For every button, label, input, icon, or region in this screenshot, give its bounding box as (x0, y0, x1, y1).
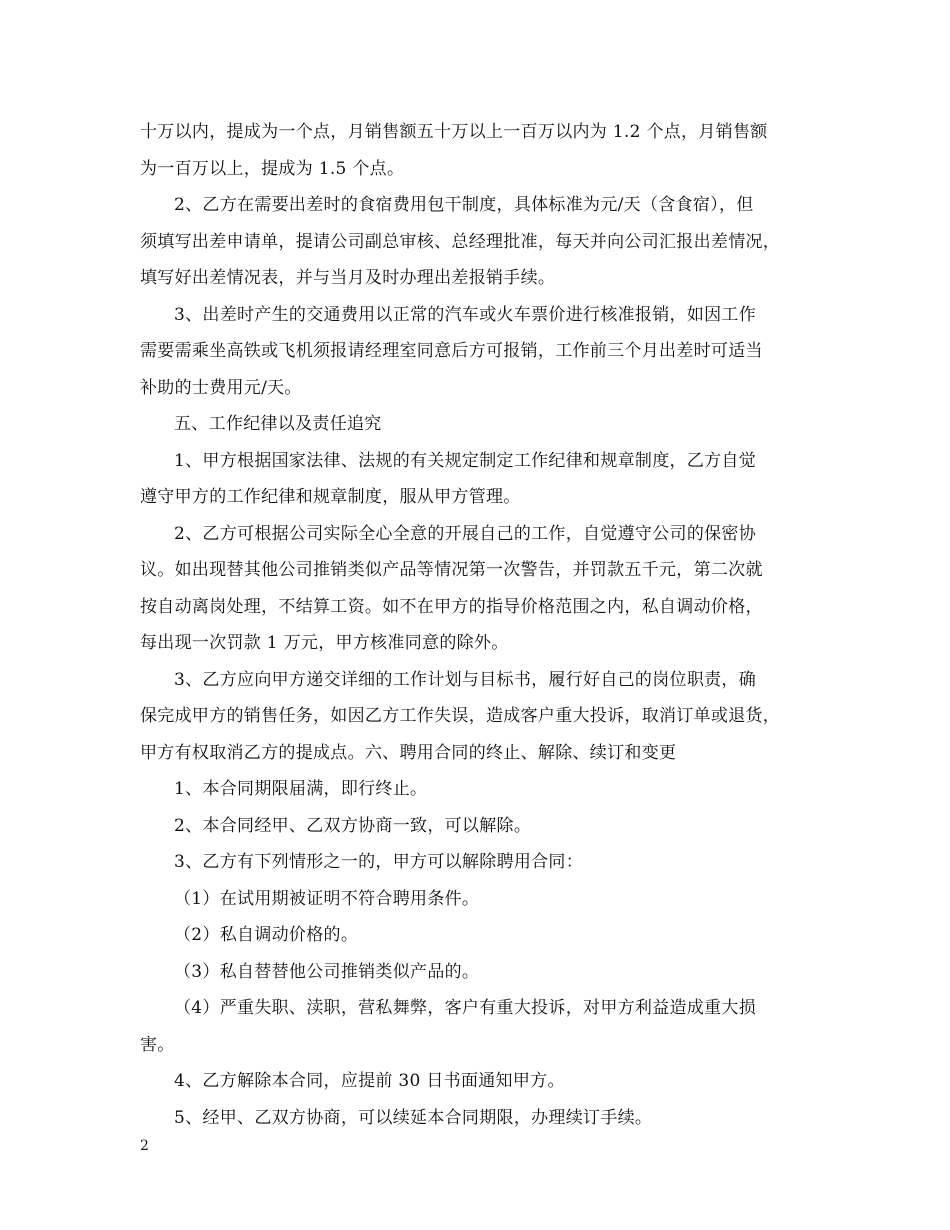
text-line: 遵守甲方的工作纪律和规章制度，服从甲方管理。 (140, 487, 521, 507)
document-body (140, 114, 812, 1136)
text-line: 每出现一次罚款 1 万元，甲方核准同意的除外。 (140, 633, 509, 653)
text-line: 3、乙方有下列情形之一的，甲方可以解除聘用合同： (174, 852, 584, 872)
text-line: 1、本合同期限届满，即行终止。 (174, 779, 428, 799)
text-line: 议。如出现替其他公司推销类似产品等情况第一次警告，并罚款五千元，第二次就 (140, 560, 763, 580)
text-line: 甲方有权取消乙方的提成点。六、聘用合同的终止、解除、续订和变更 (140, 742, 677, 763)
page-number: 2 (140, 1138, 149, 1154)
text-line: 需要需乘坐高铁或飞机须报请经理室同意后方可报销，工作前三个月出差时可适当 (140, 341, 763, 361)
text-line: 须填写出差申请单，提请公司副总审核、总经理批准，每天并向公司汇报出差情况， (140, 231, 781, 252)
text-line: 3、出差时产生的交通费用以正常的汽车或火车票价进行核准报销，如因工作 (174, 304, 757, 325)
text-line: 5、经甲、乙双方协商，可以续延本合同期限，办理续订手续。 (174, 1107, 653, 1128)
text-line: （4）严重失职、渎职，营私舞弊，客户有重大投诉，对甲方利益造成重大损 (174, 998, 757, 1018)
text-line: 保完成甲方的销售任务，如因乙方工作失误，造成客户重大投诉，取消订单或退货， (140, 706, 781, 726)
text-line: 按自动离岗处理，不结算工资。如不在甲方的指导价格范围之内，私自调动价格， (140, 596, 763, 617)
text-line: 1、甲方根据国家法律、法规的有关规定制定工作纪律和规章制度，乙方自觉 (174, 450, 757, 471)
text-line: （3）私自替替他公司推销类似产品的。 (174, 961, 480, 982)
text-line: 补助的士费用元/天。 (140, 377, 302, 398)
text-line: 2、乙方可根据公司实际全心全意的开展自己的工作，自觉遵守公司的保密协 (174, 523, 757, 544)
text-line: 2、本合同经甲、乙双方协商一致，可以解除。 (174, 815, 532, 836)
text-line: 害。 (140, 1034, 175, 1055)
text-line: 十万以内，提成为一个点，月销售额五十万以上一百万以内为 1.2 个点，月销售额 (140, 122, 768, 142)
text-line: 2、乙方在需要出差时的食宿费用包干制度，具体标准为元/天（含食宿），但 (174, 195, 754, 215)
text-line: 4、乙方解除本合同，应提前 30 日书面通知甲方。 (174, 1071, 565, 1091)
text-line: （1）在试用期被证明不符合聘用条件。 (174, 888, 480, 909)
text-line: 五、工作纪律以及责任追究 (174, 414, 382, 434)
text-line: 3、乙方应向甲方递交详细的工作计划与目标书，履行好自己的岗位职责，确 (174, 669, 757, 690)
text-line: 为一百万以上，提成为 1.5 个点。 (140, 158, 405, 179)
text-line: （2）私自调动价格的。 (174, 925, 359, 945)
text-line: 填写好出差情况表，并与当月及时办理出差报销手续。 (140, 268, 556, 288)
